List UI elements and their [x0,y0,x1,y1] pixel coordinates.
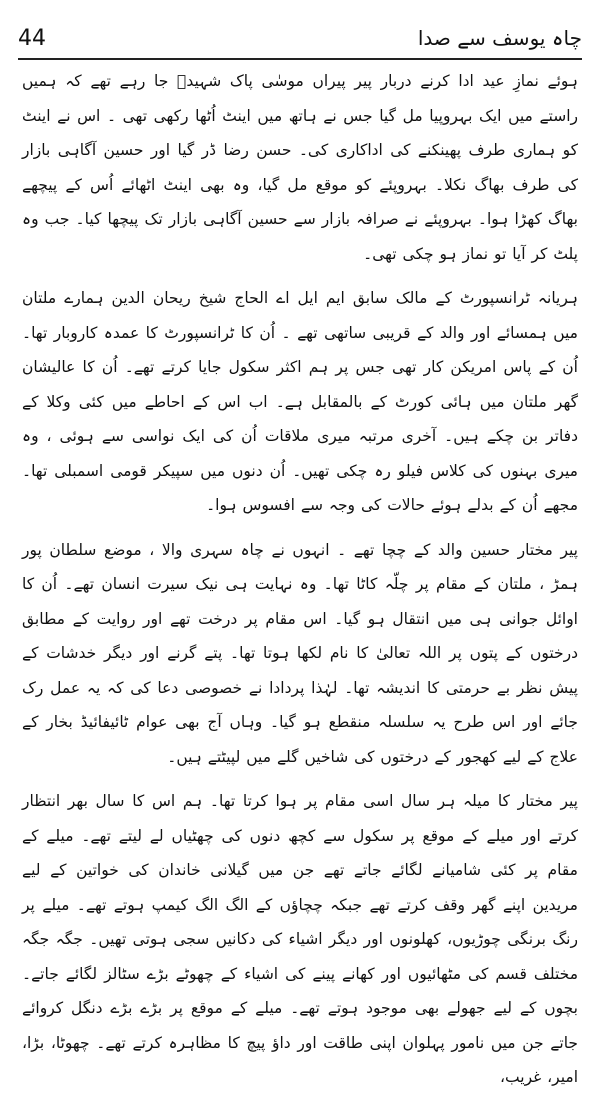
paragraph-3: پیر مختار حسین والد کے چچا تھے ۔ انہوں نے چاہ سہری والا ، موضع سلطان پور ہمڑ ، ملتان کے مقام پر چلّہ کاٹا تھا۔ وہ نہایت ہی نیک سیرت انسان تھے۔ اُن کا اوائل جوانی ہی میں انتقال ہو گیا۔ اس مقام پر درخت تھے اور روایت کے مطابق درختوں کے پتوں پر اللہ تعالیٰ کا نام لکھا ہوتا تھا۔ پتے گرنے اور دیگر خدشات کے پیش نظر بے حرمتی کا اندیشہ تھا۔ لہٰذا پردادا نے خصوصی دعا کی کہ یہ عمل رک جائے اور اس طرح یہ سلسلہ منقطع ہو گیا۔ وہاں آج بھی عوام ٹائیفائیڈ بخار کے علاج کے لیے کھجور کے درختوں کی شاخیں گلے میں لپیٹتے ہیں۔ [22,540,578,766]
page-body [22,64,578,1086]
page-number: 44 [18,25,46,51]
paragraph-2: ہریانہ ٹرانسپورٹ کے مالک سابق ایم ایل اے الحاج شیخ ریحان الدین ہمارے ملتان میں ہمسائے اور والد کے قریبی ساتھی تھے ۔ اُن کا ٹرانسپورٹ کا عمدہ کاروبار تھا۔ اُن کے پاس امریکن کار تھی جس پر ہم اکثر سکول جایا کرتے تھے۔ اُن کا عالیشان گھر ملتان میں ہائی کورٹ کے بالمقابل ہے۔ اب اس کے احاطے میں کئی وکلا کے دفاتر بن چکے ہیں۔ آخری مرتبہ میری ملاقات اُن کی ایک نواسی سے ہوئی ، وہ میری بہنوں کی کلاس فیلو رہ چکی تھیں۔ اُن دنوں میں سپیکر قومی اسمبلی تھا۔ مجھے اُن کے بدلے ہوئے حالات کی وجہ سے افسوس ہوا۔ [22,289,578,514]
header-rule [18,58,582,60]
paragraph-1: ہوئے نمازِ عید ادا کرنے دربار پیر پیراں موسٰی پاک شہیدؒ جا رہے تھے کہ ہمیں راستے میں ایک بہروپیا مل گیا جس نے ہاتھ میں اینٹ اُٹھا رکھی تھی ۔ اس نے اینٹ کو ہماری طرف پھینکنے کی اداکاری کی۔ حسن رضا ڈر گیا اور حسین آگاہی بازار کی طرف بھاگ نکلا۔ بہروپئے کو موقع مل گیا، وہ بھی اینٹ اٹھائے اُس کے پیچھے بھاگ کھڑا ہوا۔ بہروپئے نے صرافہ بازار سے حسین آگاہی بازار تک پیچھا کیا۔ جب وہ پلٹ کر آیا تو نماز ہو چکی تھی۔ [22,72,578,263]
running-title: چاہ یوسف سے صدا [417,26,582,50]
page-header [18,22,582,54]
paragraph-4: پیر مختار کا میلہ ہر سال اسی مقام پر ہوا کرتا تھا۔ ہم اس کا سال بھر انتظار کرتے اور میلے کے موقع پر سکول سے کچھ دنوں کی چھٹیاں لے لیتے تھے۔ میلے کے مقام پر کئی شامیانے لگائے جاتے تھے جن میں گیلانی خاندان کی خواتین کے لیے مریدین اپنے گھر وقف کرتے تھے جبکہ چچاؤں کے الگ الگ کیمپ ہوتے تھے۔ میلے پر رنگ برنگی چوڑیوں، کھلونوں اور دیگر اشیاء کی دکانیں سجی ہوتی تھیں۔ جگہ جگہ مختلف قسم کی مٹھائیوں اور کھانے پینے کی اشیاء کے چھوٹے بڑے سٹالز لگائے جاتے۔ بچوں کے لیے جھولے بھی موجود ہوتے تھے۔ میلے کے موقع پر بڑے بڑے دنگل کروائے جاتے جن میں نامور پہلوان اپنی طاقت اور داؤ پیچ کا مظاہرہ کرتے تھے۔ چھوٹا، بڑا، امیر، غریب، [22,792,578,1086]
